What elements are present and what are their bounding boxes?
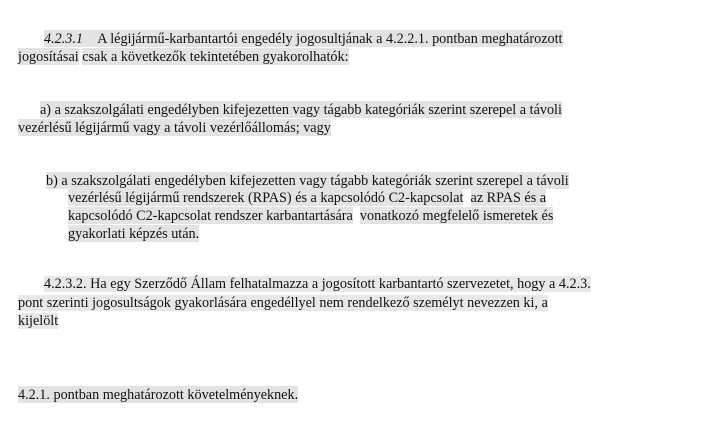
item-b-line-3 — [68, 208, 553, 225]
item-b-text-3b: vonatkozó megfelelő ismeretek és — [359, 208, 554, 224]
section-4231-line-1 — [44, 31, 563, 48]
footer-line — [18, 387, 298, 404]
section-4232-text-3: kijelölt — [18, 313, 59, 329]
item-a-line-2 — [18, 120, 331, 137]
section-4232-line-1 — [44, 276, 591, 293]
item-b-text-2b: az RPAS és a — [470, 190, 547, 206]
item-b-text-3a: kapcsolódó C2-kapcsolat rendszer karbantartására — [68, 208, 353, 224]
item-a-line-1 — [40, 102, 562, 119]
item-b-text-2a: vezérlésű légijármű rendszerek (RPAS) és a kapcsolódó C2-kapcsolat — [68, 190, 464, 206]
section-4232-text-1: 4.2.3.2. Ha egy Szerződő Állam felhatalmazza a jogosított karbantartó szervezetet, hogy a 4.2.3. — [44, 276, 591, 292]
item-b-text-4: gyakorlati képzés után. — [68, 226, 200, 242]
section-4232-line-2 — [18, 295, 548, 312]
item-b-line-4 — [68, 226, 199, 243]
item-b-text-1: b) a szakszolgálati engedélyben kifejezetten vagy tágabb kategóriák szerint szerepel a távoli — [46, 173, 569, 189]
item-a-text-1: a) a szakszolgálati engedélyben kifejezetten vagy tágabb kategóriák szerint szerepel a távoli — [40, 102, 562, 118]
section-4231-text-2b: csak a következők tekintetében gyakorolhatók: — [82, 49, 349, 65]
section-4231-line-2 — [18, 49, 349, 66]
section-4232-text-2: pont szerinti jogosultságok gyakorlására engedéllyel nem rendelkező személyt nevezzen ki, a — [18, 295, 548, 311]
section-number: 4.2.3.1 — [44, 31, 84, 47]
section-4231-text-1: A légijármű-karbantartói engedély jogosultjának a 4.2.2.1. pontban meghatározott — [97, 31, 563, 47]
section-4231-text-2a: jogosításai — [18, 49, 79, 65]
section-4232-line-3 — [18, 313, 58, 330]
item-b-line-2 — [68, 190, 546, 207]
item-b-line-1 — [46, 173, 569, 190]
item-a-text-2: vezérlésű légijármű vagy a távoli vezérlőállomás; vagy — [18, 120, 331, 136]
footer-text: 4.2.1. pontban meghatározott követelményeknek. — [18, 387, 299, 403]
